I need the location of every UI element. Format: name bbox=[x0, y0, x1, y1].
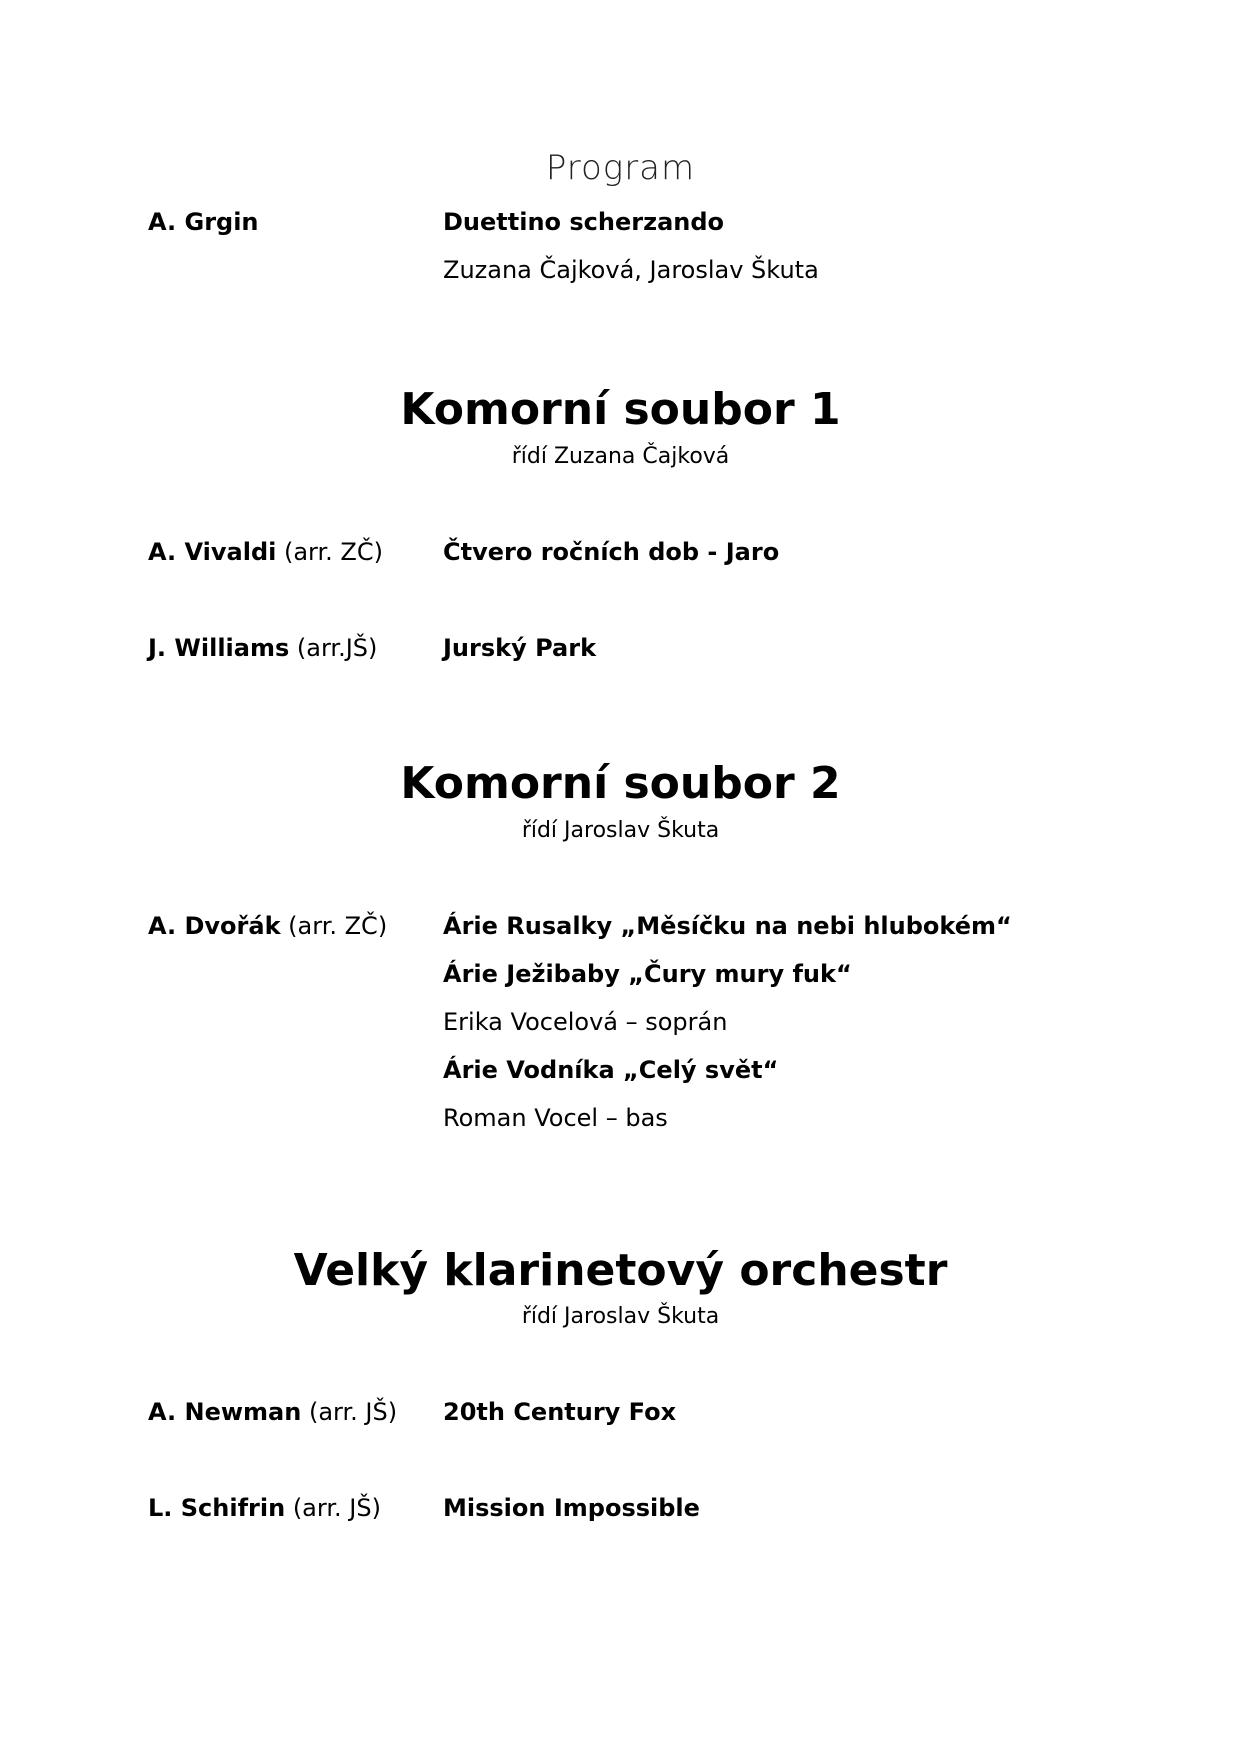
composer-name: L. Schifrin bbox=[148, 1494, 286, 1522]
performers: Roman Vocel – bas bbox=[443, 1104, 668, 1132]
composer bbox=[148, 535, 383, 569]
performers: Erika Vocelová – soprán bbox=[443, 1008, 728, 1036]
ensemble-title: Komorní soubor 1 bbox=[400, 384, 841, 435]
composer-name: A. Dvořák bbox=[148, 912, 281, 940]
composer-name: A. Newman bbox=[148, 1398, 302, 1426]
composer-name: A. Vivaldi bbox=[148, 538, 277, 566]
performers: Zuzana Čajková, Jaroslav Škuta bbox=[443, 256, 819, 284]
ensemble-conductor: řídí Jaroslav Škuta bbox=[521, 1304, 720, 1329]
arranger: (arr. JŠ) bbox=[285, 1494, 381, 1522]
composer-name: J. Williams bbox=[148, 634, 290, 662]
composer bbox=[148, 205, 259, 239]
composer bbox=[148, 631, 377, 665]
page-title: Program bbox=[545, 148, 696, 188]
piece-title: Árie Ježibaby „Čury mury fuk“ bbox=[443, 960, 852, 988]
ensemble-conductor: řídí Jaroslav Škuta bbox=[521, 818, 720, 843]
arranger: (arr. ZČ) bbox=[280, 912, 388, 940]
piece-title: Árie Vodníka „Celý svět“ bbox=[443, 1056, 779, 1084]
piece-title: Jurský Park bbox=[443, 634, 597, 662]
composer-name: A. Grgin bbox=[148, 208, 259, 236]
composer bbox=[148, 1395, 397, 1429]
arranger: (arr. ZČ) bbox=[276, 538, 383, 566]
arranger: (arr. JŠ) bbox=[301, 1398, 398, 1426]
composer bbox=[148, 909, 387, 943]
piece-title: Čtvero ročních dob - Jaro bbox=[443, 538, 780, 566]
piece-title: Mission Impossible bbox=[443, 1494, 700, 1522]
piece-title: Árie Rusalky „Měsíčku na nebi hlubokém“ bbox=[443, 912, 1012, 940]
piece-title: Duettino scherzando bbox=[443, 208, 725, 236]
ensemble-title: Velký klarinetový orchestr bbox=[293, 1245, 948, 1296]
arranger: (arr.JŠ) bbox=[289, 634, 378, 662]
ensemble-title: Komorní soubor 2 bbox=[400, 758, 841, 809]
piece-title: 20th Century Fox bbox=[443, 1398, 677, 1426]
composer bbox=[148, 1491, 381, 1525]
ensemble-conductor: řídí Zuzana Čajková bbox=[511, 444, 730, 469]
